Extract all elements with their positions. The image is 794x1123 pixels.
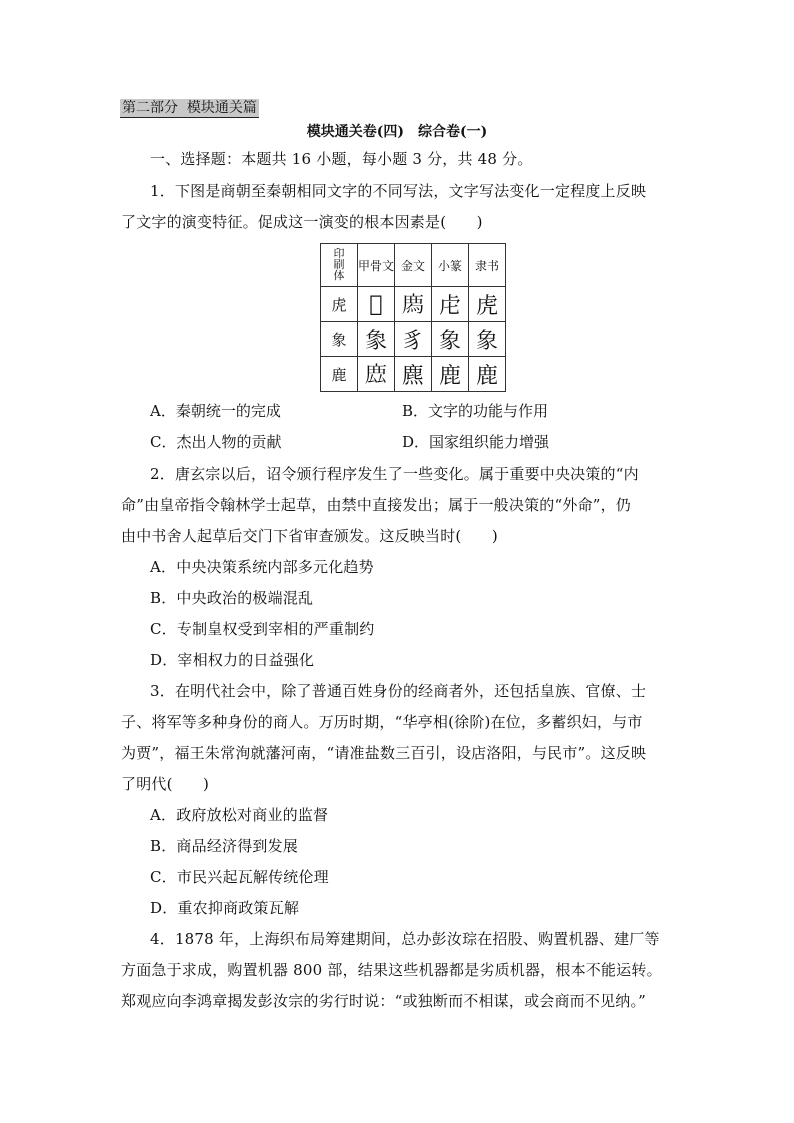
q1-option-d[interactable]: D．国家组织能力增强 — [402, 433, 550, 451]
q2-option-c[interactable]: C．专制皇权受到宰相的严重制约 — [150, 620, 375, 638]
table-header-clerical: 隶书 — [469, 244, 506, 287]
q1-option-c[interactable]: C．杰出人物的贡献 — [150, 433, 282, 451]
table-header-oracle: 甲骨文 — [358, 244, 395, 287]
q1-stem-line-2: 了文字的演变特征。促成这一演变的根本因素是( ) — [121, 213, 483, 231]
q3-option-b[interactable]: B．商品经济得到发展 — [150, 837, 299, 855]
glyph-cell — [432, 287, 469, 322]
q2-stem-line-2: 命”由皇帝指令翰林学士起草，由禁中直接发出；属于一般决策的“外命”，仍 — [121, 496, 632, 514]
row-label-elephant: 象 — [321, 322, 358, 357]
page-title: 模块通关卷(四) 综合卷(一) — [306, 124, 488, 140]
q1-option-a[interactable]: A．秦朝统一的完成 — [150, 402, 281, 420]
glyph-cell — [432, 357, 469, 392]
q1-stem-line-1: 1．下图是商朝至秦朝相同文字的不同写法，文字写法变化一定程度上反映 — [150, 182, 647, 200]
section-instructions: 一、选择题：本题共 16 小题，每小题 3 分，共 48 分。 — [150, 150, 533, 168]
glyph-cell — [432, 322, 469, 357]
glyph-image: 麃 — [401, 363, 424, 389]
glyph-image: 𧰼 — [364, 328, 387, 354]
table-corner-cell — [321, 244, 358, 287]
glyph-cell — [469, 322, 506, 357]
glyph-cell — [358, 287, 395, 322]
q2-option-a[interactable]: A．中央决策系统内部多元化趋势 — [150, 558, 374, 576]
glyph-cell — [358, 357, 395, 392]
q3-option-d[interactable]: D．重农抑商政策瓦解 — [150, 899, 300, 917]
glyph-image: 虍 — [438, 293, 461, 319]
glyph-image: 象 — [475, 328, 498, 354]
glyph-image: 豸 — [401, 328, 424, 354]
glyph-cell — [469, 287, 506, 322]
glyph-cell — [395, 287, 432, 322]
q2-stem-line-3: 由中书舍人起草后交门下省审查颁发。这反映当时( ) — [121, 527, 498, 545]
q3-stem-line-3: 为贾”，福王朱常洵就藩河南，“请准盐数三百引，设店洛阳，与民市”。这反映 — [121, 744, 647, 762]
glyph-image: 𢉖 — [364, 362, 387, 388]
q3-stem-line-4: 了明代( ) — [121, 775, 210, 793]
q2-option-b[interactable]: B．中央政治的极端混乱 — [150, 589, 314, 607]
table-header-seal: 小篆 — [432, 244, 469, 287]
q4-stem-line-1: 4．1878 年，上海织布局筹建期间，总办彭汝琮在招股、购置机器、建厂等 — [150, 930, 660, 948]
glyph-cell — [395, 322, 432, 357]
q4-stem-line-3: 郑观应向李鸿章揭发彭汝宗的劣行时说：“或独断而不相谋，或会商而不见纳。” — [121, 992, 647, 1010]
glyph-image: 虎 — [475, 293, 498, 319]
q4-stem-line-2: 方面急于求成，购置机器 800 部，结果这些机器都是劣质机器，根本不能运转。 — [121, 961, 662, 979]
q3-option-c[interactable]: C．市民兴起瓦解传统伦理 — [150, 868, 329, 886]
q2-option-d[interactable]: D．宰相权力的日益强化 — [150, 651, 315, 669]
q3-stem-line-2: 子、将军等多种身份的商人。万历时期，“华亭相(徐阶)在位，多蓄织妇，与市 — [121, 713, 643, 731]
glyph-image: 鹿 — [475, 363, 498, 389]
glyph-cell — [469, 357, 506, 392]
row-label-deer: 鹿 — [321, 357, 358, 392]
section-header-tag: 第二部分 模块通关篇 — [122, 100, 257, 116]
q1-option-b[interactable]: B．文字的功能与作用 — [402, 402, 549, 420]
q3-option-a[interactable]: A．政府放松对商业的监督 — [150, 806, 329, 824]
glyph-cell — [358, 322, 395, 357]
glyph-image: 鹿 — [438, 363, 461, 389]
table-corner-label: 印刷体 — [333, 247, 345, 282]
glyph-image: 𢊁 — [401, 292, 424, 318]
glyph-image: 象 — [438, 328, 461, 354]
glyph-image: 𤉲 — [369, 291, 383, 317]
q3-stem-line-1: 3．在明代社会中，除了普通百姓身份的经商者外，还包括皇族、官僚、士 — [150, 682, 647, 700]
table-header-bronze: 金文 — [395, 244, 432, 287]
q2-stem-line-1: 2．唐玄宗以后，诏令颁行程序发生了一些变化。属于重要中央决策的“内 — [150, 465, 639, 483]
script-evolution-table — [320, 243, 506, 392]
glyph-cell — [395, 357, 432, 392]
row-label-tiger: 虎 — [321, 287, 358, 322]
